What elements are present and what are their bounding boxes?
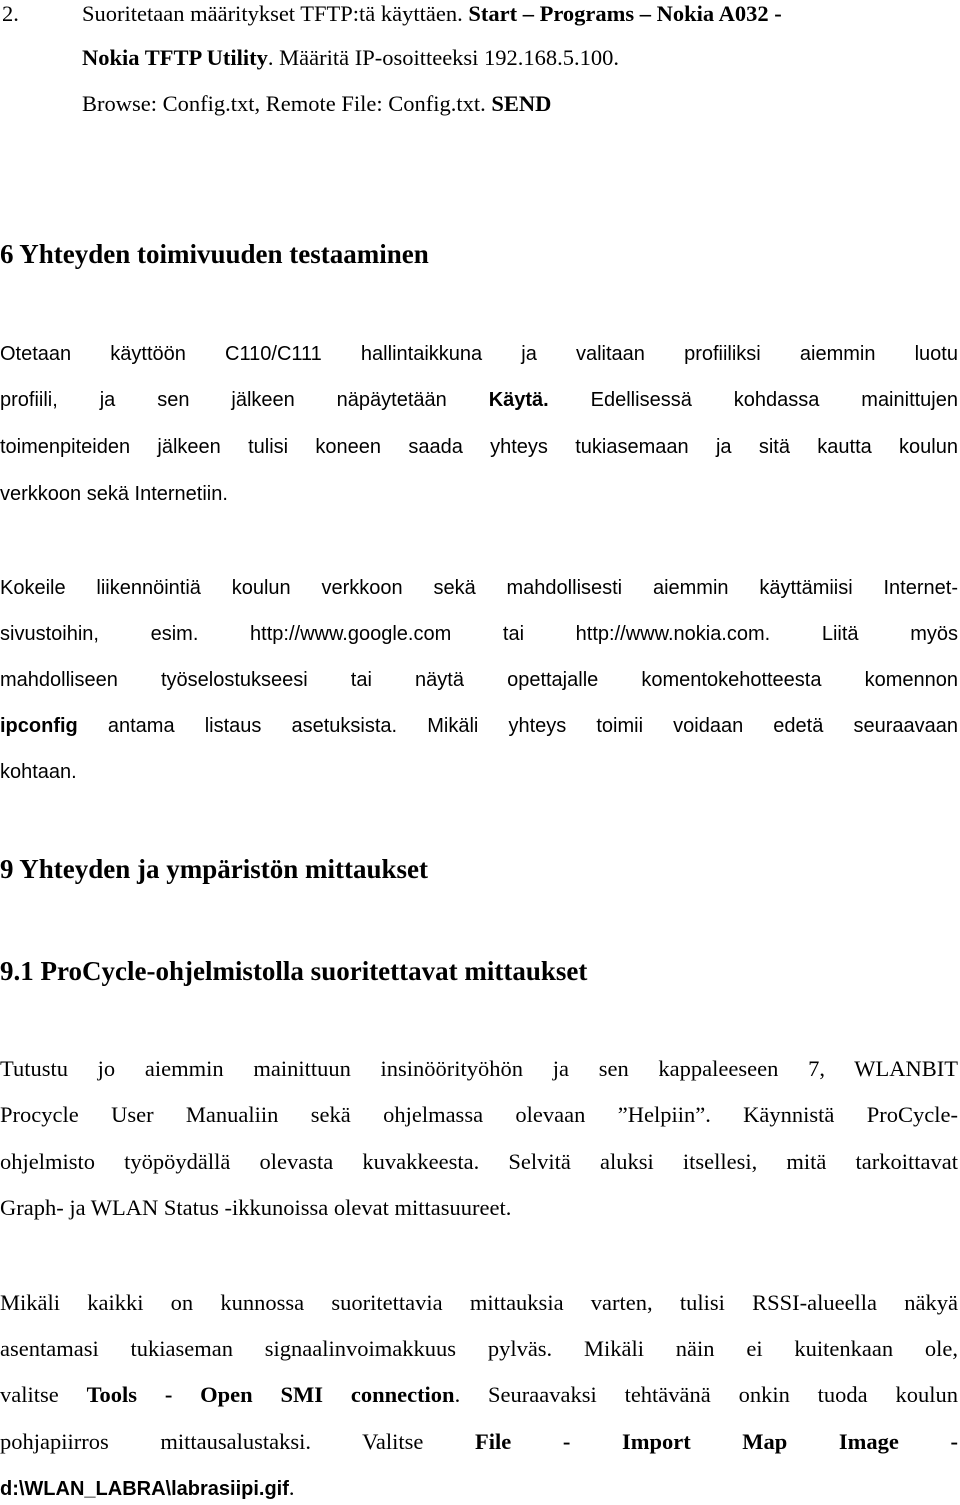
- section-9-heading: 9 Yhteyden ja ympäristön mittaukset: [0, 854, 428, 884]
- paragraph-line: kohtaan.: [0, 761, 77, 783]
- ipconfig-command: ipconfig: [0, 715, 78, 737]
- paragraph-line: profiili, ja sen jälkeen näpäytetään Käytä. Edellisessä kohdassa mainittujen: [0, 389, 958, 411]
- step2-line-2: Nokia TFTP Utility. Määritä IP-osoitteeksi 192.168.5.100.: [82, 45, 620, 70]
- paragraph-line: Graph- ja WLAN Status -ikkunoissa olevat mittasuureet.: [0, 1195, 512, 1220]
- paragraph-line: asentamasi tukiaseman signaalinvoimakkuus pylväs. Mikäli näin ei kuitenkaan ole,: [0, 1336, 958, 1361]
- paragraph-line: valitse Tools - Open SMI connection. Seuraavaksi tehtävänä onkin tuoda koulun: [0, 1382, 958, 1407]
- paragraph-line: toimenpiteiden jälkeen tulisi koneen saada yhteys tukiasemaan ja sitä kautta koulun: [0, 436, 958, 458]
- paragraph-line: pohjapiirros mittausalustaksi. Valitse File - Import Map Image -: [0, 1429, 958, 1454]
- step2-line-3: Browse: Config.txt, Remote File: Config.txt. SEND: [82, 91, 552, 116]
- paragraph-line: Mikäli kaikki on kunnossa suoritettavia mittauksia varten, tulisi RSSI-alueella näkyä: [0, 1290, 958, 1315]
- paragraph-line: ipconfig antama listaus asetuksista. Mikäli yhteys toimii voidaan edetä seuraavaan: [0, 715, 958, 737]
- paragraph-line: Kokeile liikennöintiä koulun verkkoon sekä mahdollisesti aiemmin käyttämiisi Internet-: [0, 577, 958, 599]
- paragraph-line: sivustoihin, esim. http://www.google.com tai http://www.nokia.com. Liitä myös: [0, 623, 958, 645]
- menu-path: Start – Programs – Nokia A032 -: [468, 1, 782, 26]
- step2-line-1: Suoritetaan määritykset TFTP:tä käyttäen. Start – Programs – Nokia A032 -: [82, 1, 782, 26]
- paragraph-line: mahdolliseen työselostukseesi tai näytä opettajalle komentokehotteesta komennon: [0, 669, 958, 691]
- paragraph-line: Procycle User Manualiin sekä ohjelmassa olevaan ”Helpiin”. Käynnistä ProCycle-: [0, 1102, 958, 1127]
- section-9-1-heading: 9.1 ProCycle-ohjelmistolla suoritettavat mittaukset: [0, 956, 588, 986]
- paragraph-line: Otetaan käyttöön C110/C111 hallintaikkuna ja valitaan profiiliksi aiemmin luotu: [0, 343, 958, 365]
- kayta-command: Käytä.: [488, 389, 549, 411]
- tools-menu-path: Tools - Open SMI connection: [86, 1382, 455, 1407]
- program-name: Nokia TFTP Utility: [82, 45, 268, 70]
- paragraph-line: Tutustu jo aiemmin mainittuun insinöörityöhön ja sen kappaleeseen 7, WLANBIT: [0, 1056, 958, 1081]
- file-path: d:\WLAN_LABRA\labrasiipi.gif: [0, 1478, 289, 1500]
- section-6-heading: 6 Yhteyden toimivuuden testaaminen: [0, 239, 429, 269]
- paragraph-line: d:\WLAN_LABRA\labrasiipi.gif.: [0, 1475, 295, 1500]
- file-menu-path: File - Import Map Image -: [475, 1429, 958, 1454]
- paragraph-line: ohjelmisto työpöydällä olevasta kuvakkeesta. Selvitä aluksi itsellesi, mitä tarkoittavat: [0, 1149, 958, 1174]
- paragraph-line: verkkoon sekä Internetiin.: [0, 483, 228, 505]
- send-command: SEND: [491, 91, 552, 116]
- list-number: 2.: [2, 1, 19, 26]
